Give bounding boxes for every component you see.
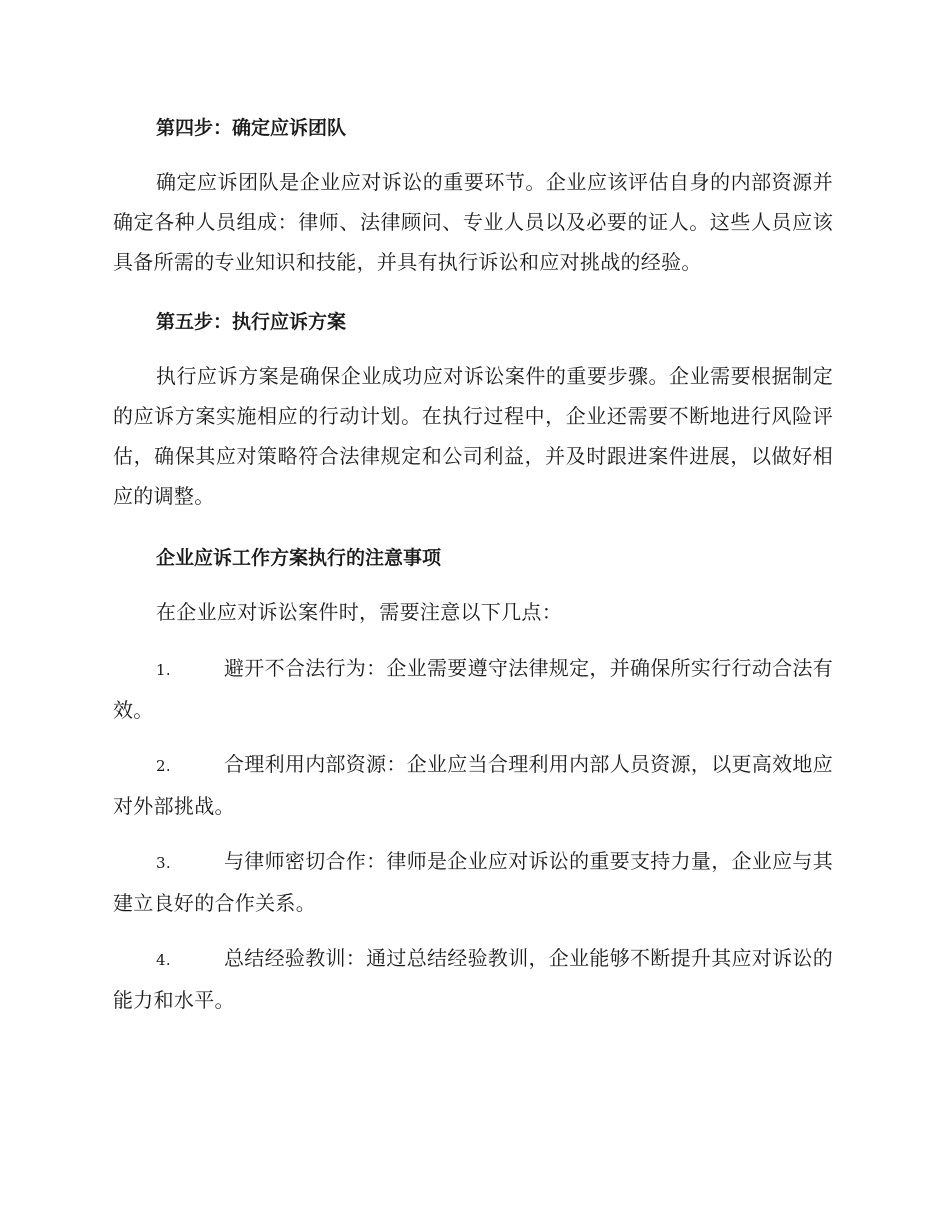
list-item-text: 总结经验教训：通过总结经验教训，企业能够不断提升其应对诉讼的能力和水平。 bbox=[113, 946, 833, 1012]
list-item-number: 4. bbox=[156, 951, 171, 969]
list-item bbox=[113, 648, 833, 730]
list-item-text: 与律师密切合作：律师是企业应对诉讼的重要支持力量，企业应与其建立良好的合作关系。 bbox=[113, 849, 833, 915]
list-item bbox=[113, 841, 833, 923]
section-heading-notes: 企业应诉工作方案执行的注意事项 bbox=[156, 547, 442, 569]
list-item bbox=[113, 938, 833, 1020]
list-item-number: 3. bbox=[156, 854, 171, 872]
list-item-number: 1. bbox=[156, 661, 171, 679]
section-paragraph-step-4: 确定应诉团队是企业应对诉讼的重要环节。企业应该评估自身的内部资源并确定各种人员组成：律师、法律顾问、专业人员以及必要的证人。这些人员应该具备所需的专业知识和技能，并具有执行诉讼和应对挑战的经验。 bbox=[113, 170, 833, 274]
section-heading-step-4: 第四步：确定应诉团队 bbox=[156, 117, 347, 139]
section-paragraph-step-5: 执行应诉方案是确保企业成功应对诉讼案件的重要步骤。企业需要根据制定的应诉方案实施相应的行动计划。在执行过程中，企业还需要不断地进行风险评估，确保其应对策略符合法律规定和公司利益，并及时跟进案件进展，以做好相应的调整。 bbox=[113, 364, 833, 508]
list-item bbox=[113, 744, 833, 826]
section-paragraph-notes-intro: 在企业应对诉讼案件时，需要注意以下几点： bbox=[156, 600, 562, 624]
list-item-text: 避开不合法行为：企业需要遵守法律规定，并确保所实行行动合法有效。 bbox=[113, 656, 833, 722]
list-item-number: 2. bbox=[156, 757, 171, 775]
section-heading-step-5: 第五步：执行应诉方案 bbox=[156, 311, 347, 333]
list-item-text: 合理利用内部资源：企业应当合理利用内部人员资源，以更高效地应对外部挑战。 bbox=[113, 752, 833, 818]
